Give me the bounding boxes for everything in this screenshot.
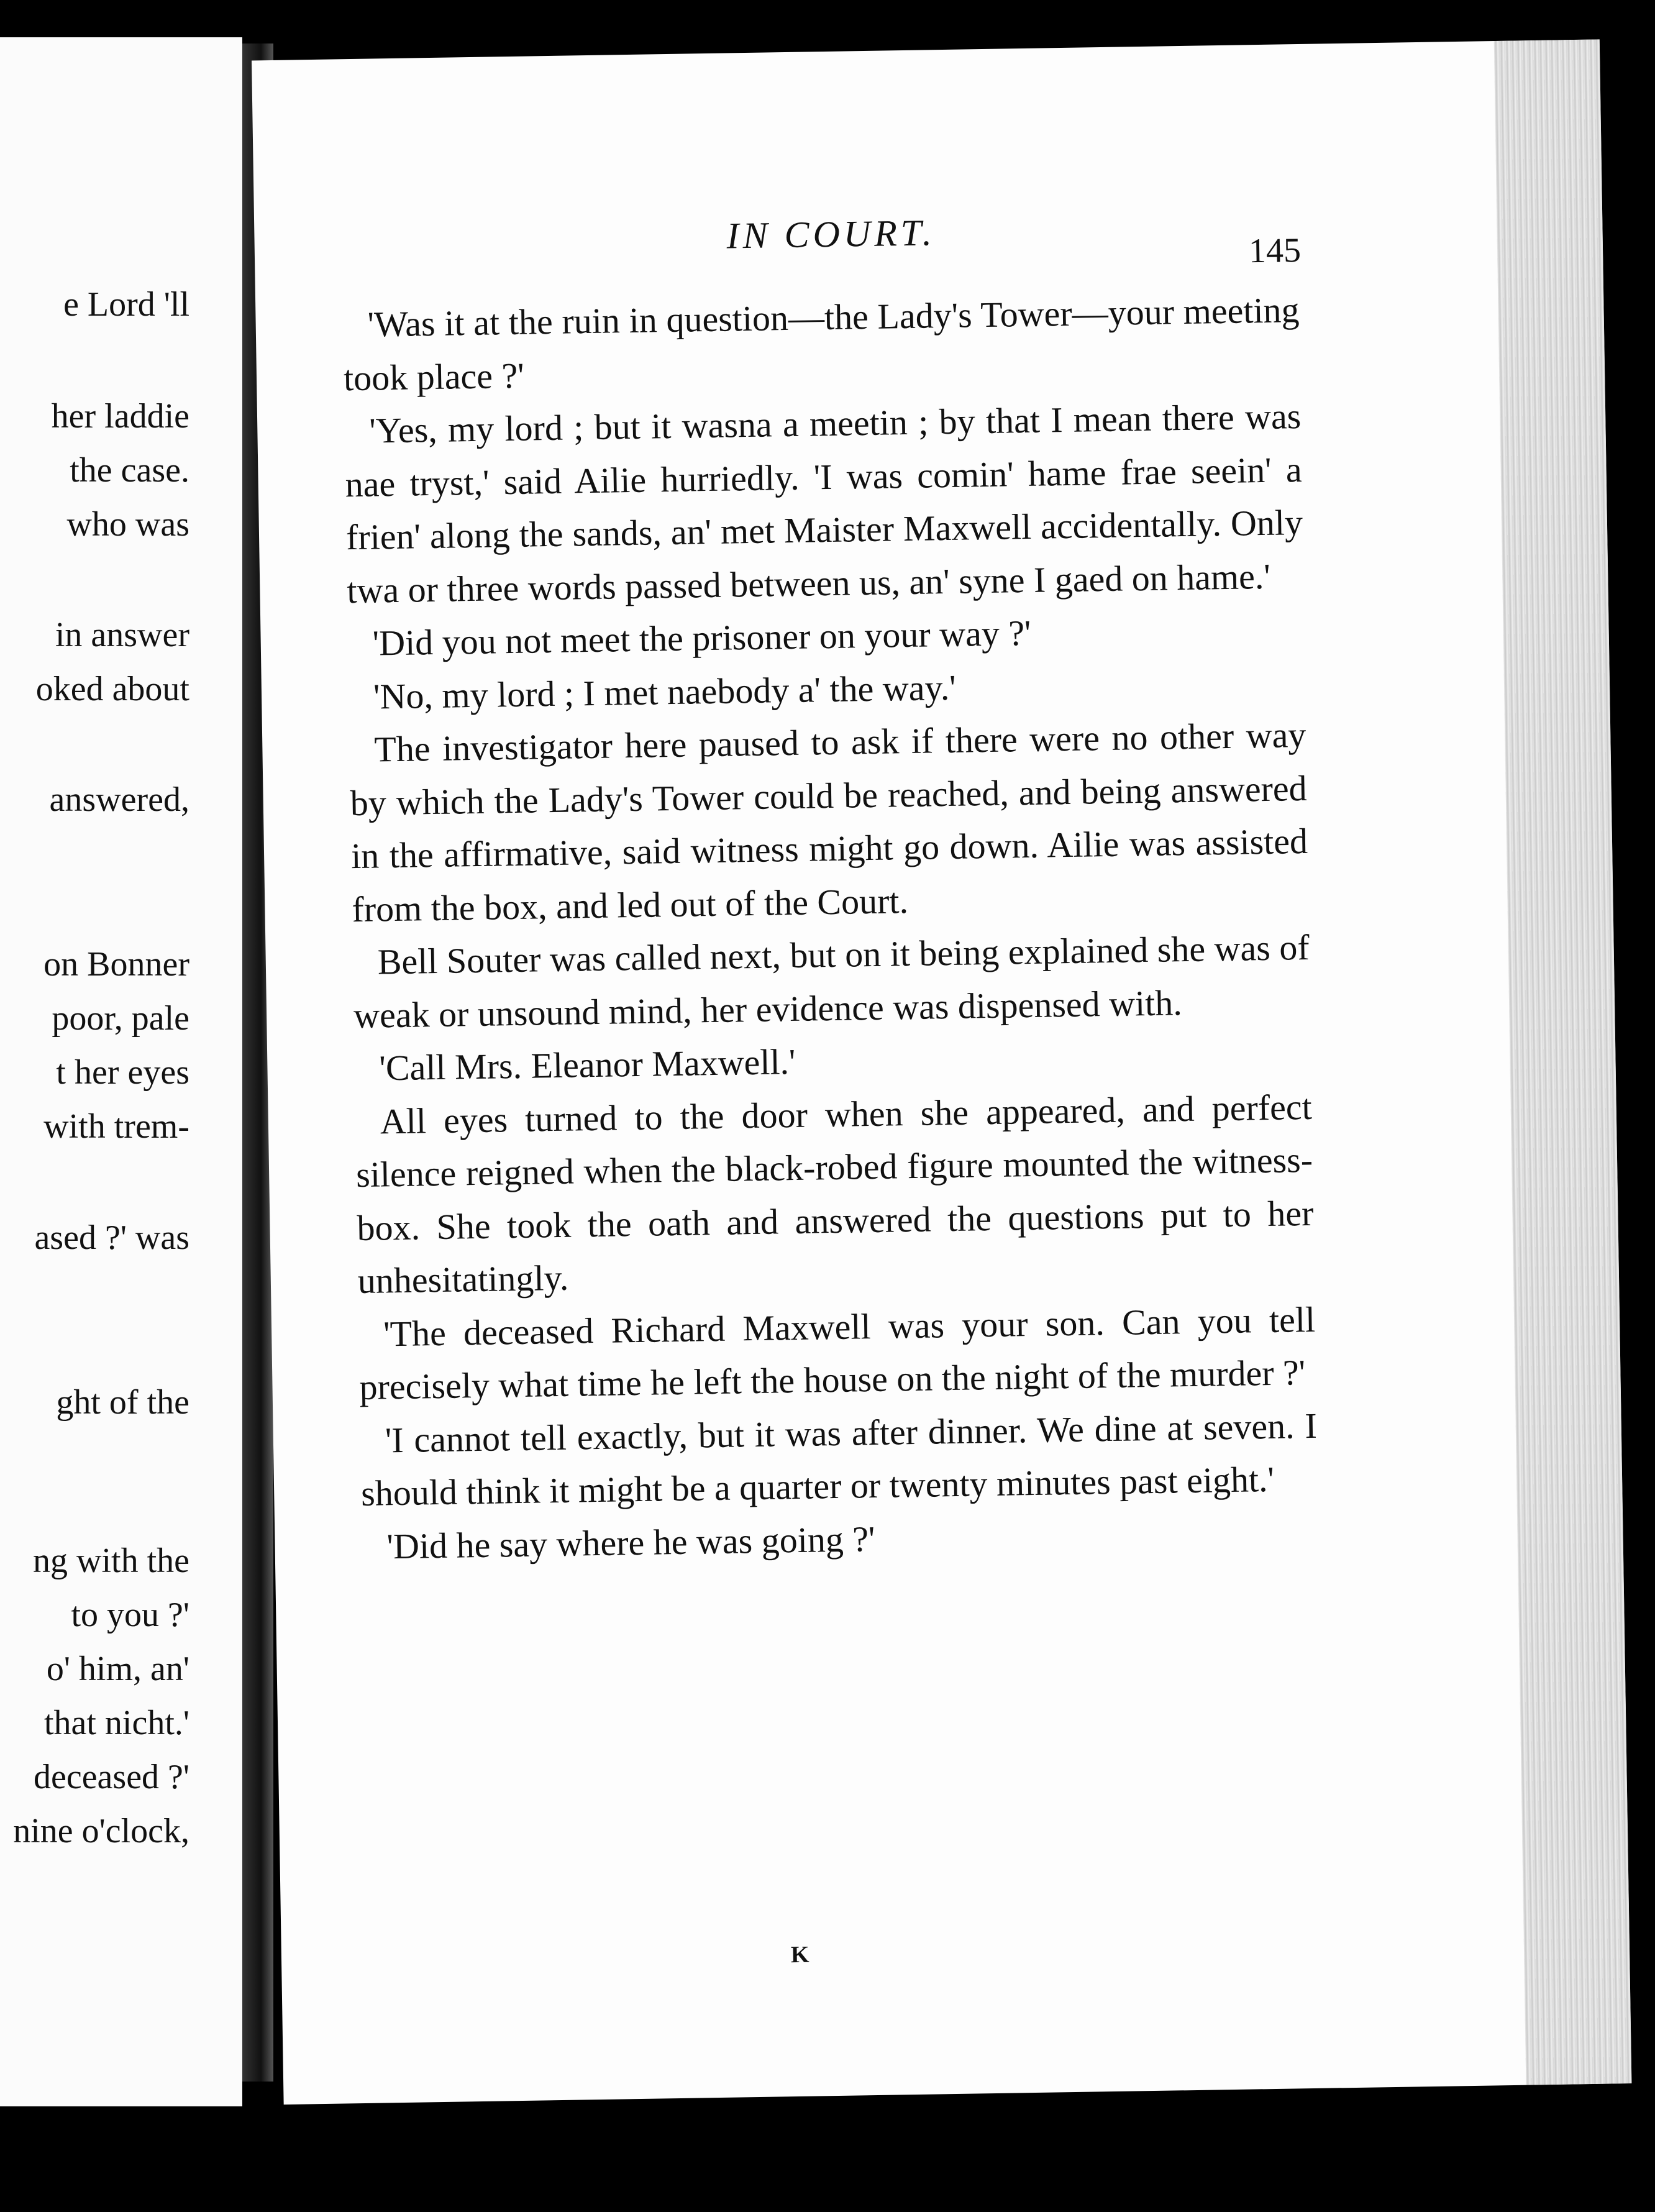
left-page-line: deceased ?' (33, 1758, 189, 1796)
left-page-line: answered, (49, 780, 189, 819)
paragraph: 'No, my lord ; I met naebody a' the way.' (373, 667, 957, 717)
paragraph: 'Did you not meet the prisoner on your way ?' (372, 612, 1031, 664)
paragraph: Bell Souter was called next, but on it being explained she was of weak or unsound mind, her evidence was dispensed with. (353, 926, 1310, 1036)
running-head: IN COURT. (726, 212, 936, 257)
page-edge (1494, 39, 1632, 2085)
paragraph: 'Yes, my lord ; but it wasna a meetin ; by that I mean there was nae tryst,' said Ailie hurriedly. 'I was comin' hame frae seein' a frien' along the sands, an' met Maister Maxwell accidentally. Only twa or three words passed between us, an' syne I gaed on hame.' (345, 396, 1303, 611)
paragraph: 'Did he say where he was going ?' (386, 1518, 875, 1566)
left-page-line: with trem- (43, 1107, 189, 1146)
paragraph: 'The deceased Richard Maxwell was your son. Can you tell precisely what time he left the house on the night of the murder ?' (359, 1299, 1316, 1408)
left-page-line: nine o'clock, (13, 1812, 189, 1850)
paragraph: 'Was it at the ruin in question—the Lady's Tower—your meeting took place ?' (343, 290, 1300, 398)
body-text (342, 283, 1319, 1573)
left-page-line: that nicht.' (43, 1704, 189, 1742)
left-page-line: the case. (70, 451, 189, 490)
left-page-line: to you ?' (71, 1596, 189, 1634)
left-page-line: t her eyes (56, 1053, 189, 1092)
left-page-line: oked about (35, 670, 189, 708)
left-page-line: poor, pale (52, 999, 189, 1038)
paragraph: 'Call Mrs. Eleanor Maxwell.' (378, 1041, 796, 1089)
left-page-line: who was (66, 505, 189, 544)
page-number: 145 (1248, 231, 1302, 271)
right-page (252, 39, 1631, 2105)
signature-mark: K (790, 1941, 809, 1968)
left-page-line: o' him, an' (46, 1650, 189, 1688)
left-page-line: ased ?' was (34, 1218, 189, 1257)
left-page-line: her laddie (51, 397, 189, 436)
left-page-line: e Lord 'll (63, 285, 189, 324)
left-page-line: ng with the (33, 1542, 189, 1580)
left-page (0, 37, 242, 2106)
paragraph: The investigator here paused to ask if there were no other way by which the Lady's Tower could be reached, and being answered in the affirmative, said witness might go down. Ailie was assisted from the box, and led out of the Court. (350, 714, 1308, 930)
left-page-line: on Bonner (43, 945, 189, 984)
paragraph: 'I cannot tell exactly, but it was after dinner. We dine at seven. I should think it might be a quarter or twenty minutes past eight.' (360, 1405, 1318, 1514)
paragraph: All eyes turned to the door when she appeared, and perfect silence reigned when the black-robed figure mounted the witness-box. She took the oath and answered the questions put to her unhesitatingly. (355, 1086, 1314, 1302)
left-page-line: ght of the (56, 1383, 189, 1422)
left-page-line: in answer (55, 616, 189, 654)
